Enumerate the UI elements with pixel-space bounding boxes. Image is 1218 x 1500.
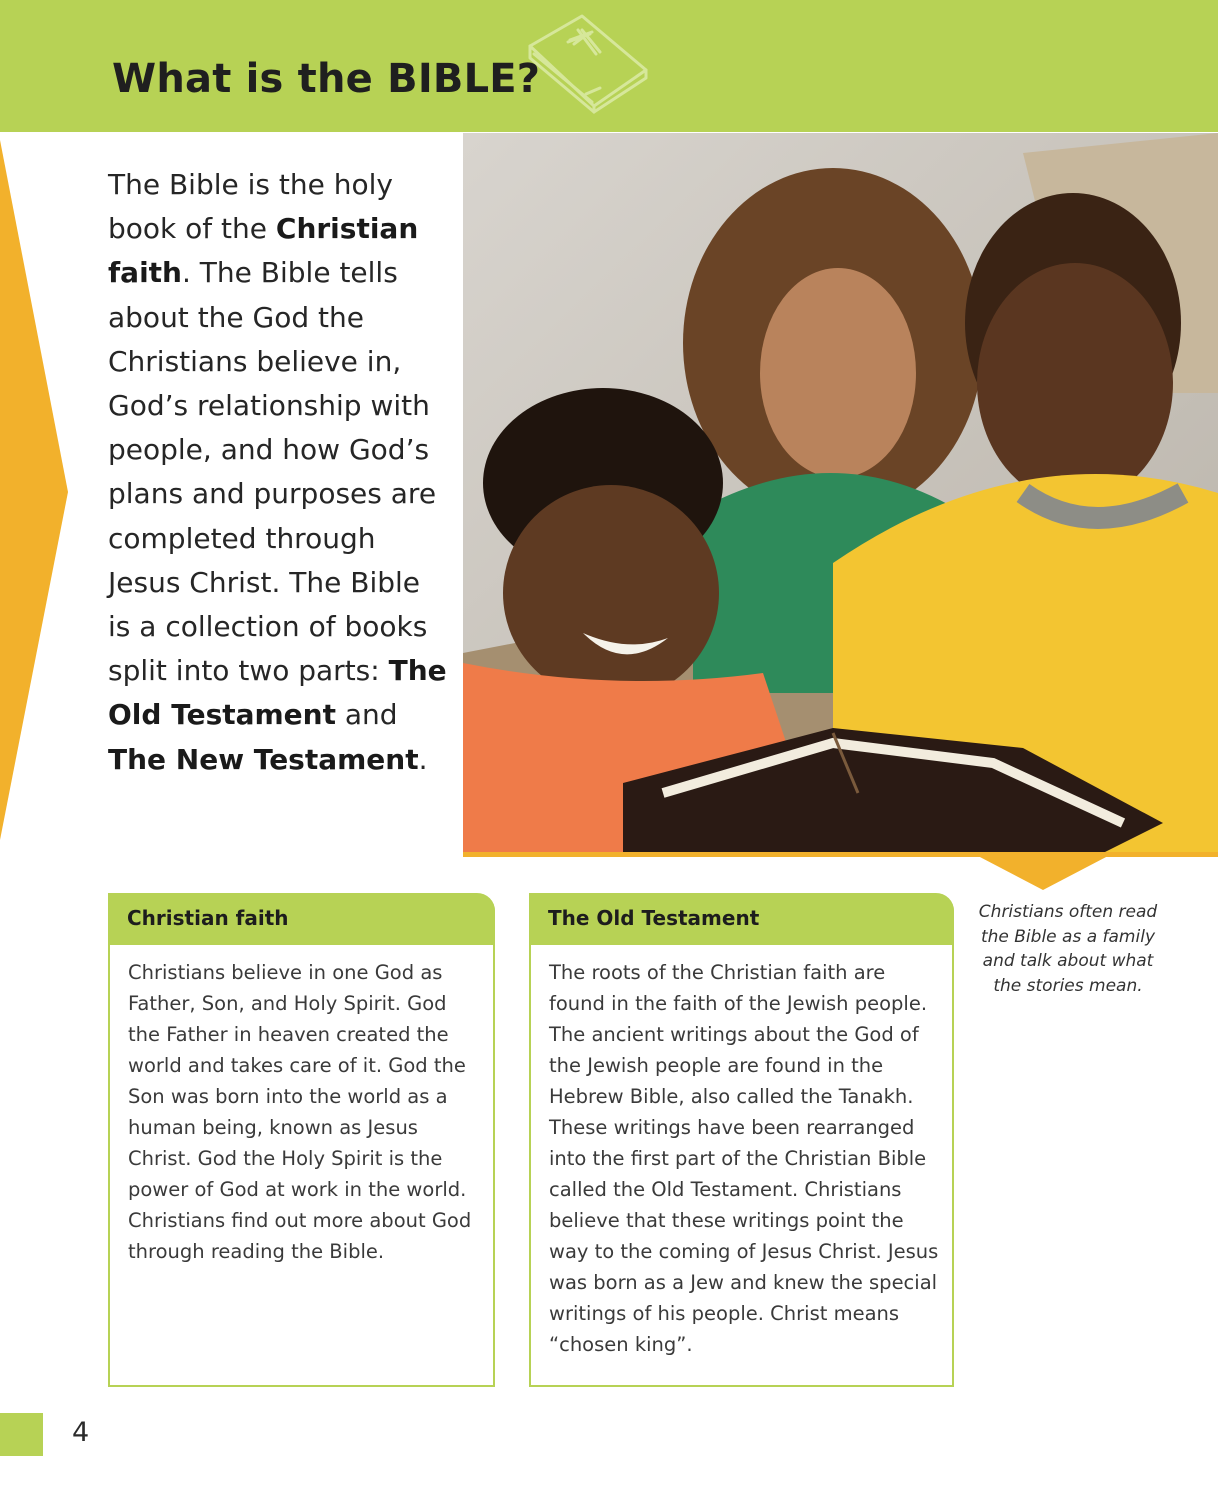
old-testament-card-title: The Old Testament <box>529 893 954 945</box>
page-number-tab <box>0 1413 43 1456</box>
family-reading-bible-photo <box>463 133 1218 853</box>
page-title: What is the BIBLE? <box>112 56 541 102</box>
christian-faith-card-body: Christians believe in one God as Father, Son, and Holy Spirit. God the Father in heaven created the world and takes care of it. God the Son was born into the world as a human being, known as Jesus Christ. God the Holy Spirit is the power of God at work in the world. Christians find out more about God through reading the Bible. <box>128 961 472 1263</box>
photo-caption: Christians often read the Bible as a family and talk about what the stories mean. <box>978 902 1158 996</box>
caption-pointer <box>978 856 1108 890</box>
christian-faith-card <box>108 893 495 1387</box>
side-arrow-decoration <box>0 140 70 840</box>
page-number: 4 <box>72 1417 90 1448</box>
old-testament-card-body: The roots of the Christian faith are found in the faith of the Jewish people. The ancient writings about the God of the Jewish people are found in the Hebrew Bible, also called the Tanakh. These writings have been rearranged into the first part of the Christian Bible called the Old Testament. Christians believe that these writings point the way to the coming of Jesus Christ. Jesus was born as a Jew and knew the special writings of his people. Christ means “chosen king”. <box>549 961 939 1356</box>
bible-book-icon <box>520 10 652 114</box>
christian-faith-card-title: Christian faith <box>108 893 495 945</box>
old-testament-card <box>529 893 954 1387</box>
intro-paragraph: The Bible is the holy book of the Christian faith. The Bible tells about the God the Christians believe in, God’s relationship with people, and how God’s plans and purposes are completed through Jesus Christ. The Bible is a collection of books split into two parts: The Old Testament and The New Testament. <box>108 168 447 776</box>
